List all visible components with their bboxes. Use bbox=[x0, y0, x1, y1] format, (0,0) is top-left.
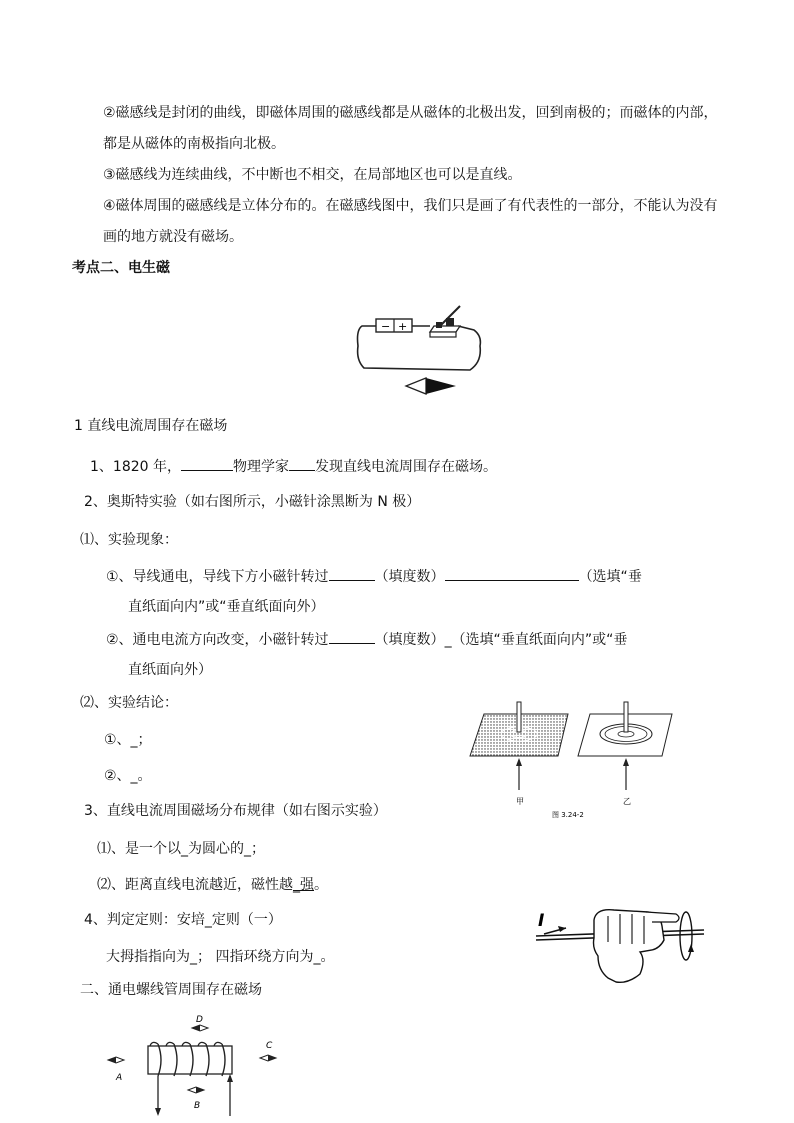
subsection-1-heading: 1 直线电流周围存在磁场 bbox=[74, 418, 228, 434]
phenomenon-2-line-2: 直纸面向外） bbox=[128, 662, 212, 678]
compass-a bbox=[108, 1057, 124, 1083]
distribution-2: ⑵、距离直线电流越近，磁性越_强。 bbox=[97, 877, 328, 893]
right-hand-rule: 大拇指指向为_； 四指环绕方向为_。 bbox=[106, 949, 335, 965]
blank bbox=[329, 629, 375, 644]
blank bbox=[445, 566, 579, 581]
compass-d bbox=[192, 1015, 208, 1031]
conclusion-1: ①、_； bbox=[104, 732, 152, 748]
compass-needle bbox=[406, 378, 456, 394]
question-2: 2、奥斯特实验（如右图所示，小磁针涂黑断为 N 极） bbox=[84, 494, 421, 510]
conclusion-2: ②、_。 bbox=[104, 768, 152, 784]
question-1: 1、1820 年， 物理学家 发现直线电流周围存在磁场。 bbox=[90, 456, 497, 477]
note-3: ③磁感线为连续曲线，不中断也不相交，在局部地区也可以是直线。 bbox=[103, 167, 522, 183]
circuit-figure bbox=[350, 300, 490, 398]
solenoid-figure bbox=[100, 1010, 290, 1120]
pattern-right bbox=[578, 702, 672, 806]
distribution-1: ⑴、是一个以_为圆心的_； bbox=[97, 841, 265, 857]
svg-text:A: A bbox=[116, 1073, 123, 1083]
label-jia: 甲 bbox=[516, 797, 524, 806]
blank bbox=[289, 456, 315, 471]
battery-minus: − bbox=[381, 320, 391, 333]
section-2-heading: 考点二、电生磁 bbox=[72, 260, 170, 276]
pattern-left bbox=[470, 702, 568, 806]
note-4-line-1: ④磁体周围的磁感线是立体分布的。在磁感线图中，我们只是画了有代表性的一部分，不能认为没有 bbox=[103, 198, 718, 214]
compass-b bbox=[188, 1087, 204, 1111]
phenomenon-2-line-1: ②、通电电流方向改变，小磁针转过 （填度数）_（选填“垂直纸面向内”或“垂 bbox=[106, 629, 627, 650]
svg-text:B: B bbox=[194, 1101, 201, 1111]
battery-plus: + bbox=[398, 320, 408, 333]
conclusion-heading: ⑵、实验结论： bbox=[80, 695, 178, 711]
question-3: 3、直线电流周围磁场分布规律（如右图示实验） bbox=[84, 803, 387, 819]
hand-grip-figure bbox=[536, 900, 706, 990]
figure-caption: 图 3.24-2 bbox=[552, 811, 584, 819]
svg-text:D: D bbox=[196, 1015, 203, 1025]
phenomenon-heading: ⑴、实验现象： bbox=[80, 532, 178, 548]
field-pattern-figure bbox=[466, 700, 676, 825]
note-2-line-1: ②磁感线是封闭的曲线，即磁体周围的磁感线都是从磁体的北极出发，回到南极的；而磁体的内部， bbox=[103, 105, 718, 121]
compass-c bbox=[260, 1041, 276, 1061]
subsection-2-heading: 二、通电螺线管周围存在磁场 bbox=[80, 982, 262, 998]
label-yi: 乙 bbox=[623, 797, 631, 806]
note-2-line-2: 都是从磁体的南极指向北极。 bbox=[103, 136, 285, 152]
note-4-line-2: 画的地方就没有磁场。 bbox=[103, 229, 243, 245]
current-label: I bbox=[538, 911, 545, 931]
blank bbox=[329, 566, 375, 581]
phenomenon-1-line-1: ①、导线通电，导线下方小磁针转过 （填度数） （选填“垂 bbox=[106, 566, 642, 587]
svg-text:C: C bbox=[266, 1041, 273, 1051]
blank bbox=[181, 456, 233, 471]
question-4: 4、判定定则：安培_定则（一） bbox=[84, 912, 282, 928]
phenomenon-1-line-2: 直纸面向内”或“垂直纸面向外） bbox=[128, 599, 325, 615]
